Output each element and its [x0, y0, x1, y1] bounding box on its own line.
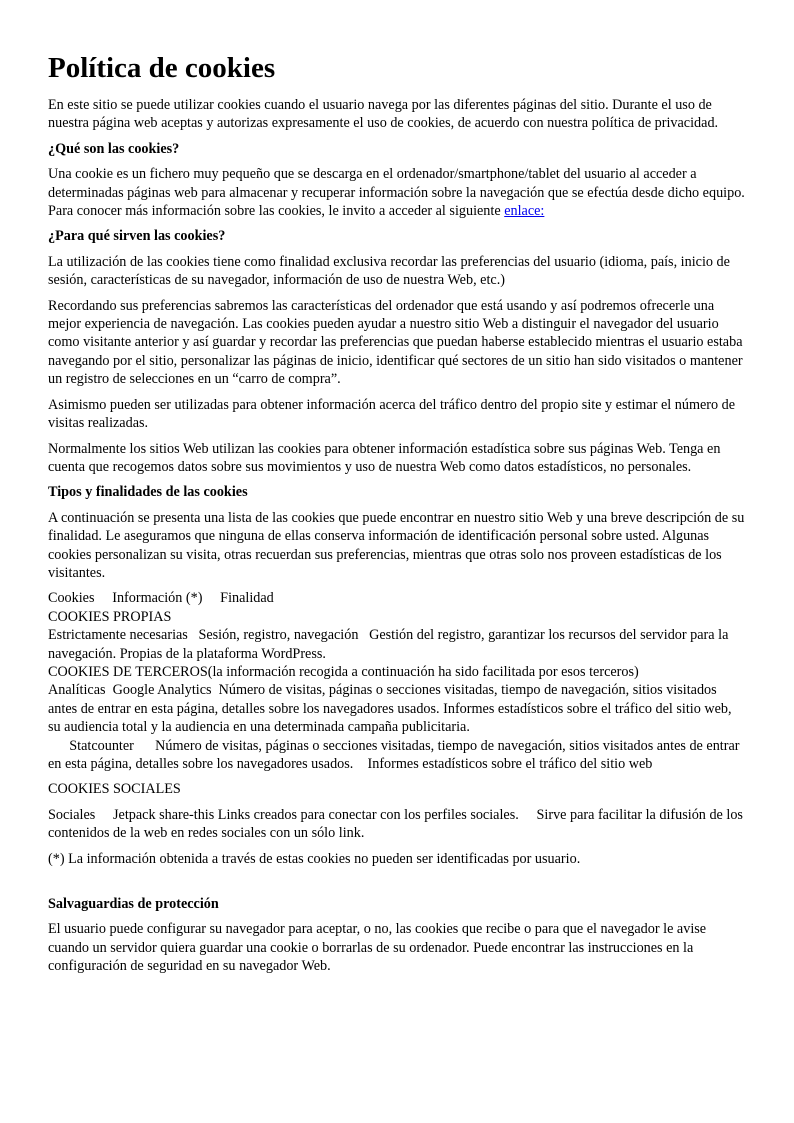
statcounter-cookies-row: Statcounter Número de visitas, páginas o secciones visitadas, tiempo de navegación, sitios visitados antes de entrar en esta página, detalles sobre los navegadores usados. Informes estadísticos sobre el tráfico del sitio web — [48, 737, 744, 772]
section-heading-types: Tipos y finalidades de las cookies — [48, 484, 248, 501]
types-intro-paragraph: A continuación se presenta una lista de las cookies que puede encontrar en nuestro sitio Web y una breve descripción de su finalidad. Le aseguramos que ninguna de ellas conserva información de identificación personal sobre usted. Algunas cookies personalizan su visita, otras recuerdan sus preferencias, mientras que otras solo nos proveen estadísticas de los visitantes. — [48, 509, 745, 581]
own-cookies-row: Estrictamente necesarias Sesión, registro, navegación Gestión del registro, garantizar los recursos del servidor para la navegación. Propias de la plataforma WordPress. — [48, 627, 732, 662]
what-are-cookies-text: Una cookie es un fichero muy pequeño que se descarga en el ordenador/smartphone/tablet del usuario al acceder a determinadas páginas web para almacenar y recuperar información sobre la navegación que se efectúa desde dicho equipo. Para conocer más información sobre las cookies, le invito a acceder al siguiente — [48, 166, 745, 220]
intro-paragraph: En este sitio se puede utilizar cookies cuando el usuario navega por las diferentes páginas del sitio. Durante el uso de nuestra página web aceptas y autorizas expresamente el uso de cookies, de acuerdo con nuestra política de privacidad. — [48, 97, 719, 132]
cookies-footnote: (*) La información obtenida a través de estas cookies no pueden ser identificadas por usuario. — [48, 850, 581, 867]
safeguards-paragraph: El usuario puede configurar su navegador para aceptar, o no, las cookies que recibe o para que el navegador le avise cuando un servidor quiera guardar una cookie o borrarlas de su ordenador. Puede encontrar las instrucciones en la configuración de seguridad en su navegador Web. — [48, 921, 707, 975]
social-cookies-title: COOKIES SOCIALES — [48, 781, 181, 798]
section-heading-safeguards: Salvaguardias de protección — [48, 896, 219, 913]
what-are-cookies-paragraph — [48, 165, 746, 220]
purpose-paragraph-1: La utilización de las cookies tiene como finalidad exclusiva recordar las preferencias del usuario (idioma, país, inicio de sesión, características de su navegador, información de uso de nuestra Web, etc.) — [48, 253, 730, 289]
third-party-cookies-title: COOKIES DE TERCEROS(la información recogida a continuación ha sido facilitada por esos terceros) — [48, 663, 639, 680]
section-spacer — [48, 875, 746, 895]
page-title: Política de cookies — [48, 52, 276, 84]
more-info-link[interactable]: enlace: — [504, 203, 545, 220]
analytics-cookies-row: Analíticas Google Analytics Número de visitas, páginas o secciones visitadas, tiempo de navegación, sitios visitados antes de entrar en esta página, detalles sobre los navegadores usados. Informes estadísticos sobre el tráfico del sitio web, su audiencia total y la audiencia en una determinada campaña publicitaria. — [48, 682, 736, 736]
social-cookies-row: Sociales Jetpack share-this Links creados para conectar con los perfiles sociales. Sirve para facilitar la difusión de los contenidos de la web en redes sociales con un sólo link. — [48, 806, 747, 842]
purpose-paragraph-3: Asimismo pueden ser utilizadas para obtener información acerca del tráfico dentro del propio site y estimar el número de visitas realizadas. — [48, 396, 736, 432]
purpose-paragraph-2: Recordando sus preferencias sabremos las características del ordenador que está usando y así podremos ofrecerle una mejor experiencia de navegación. Las cookies pueden ayudar a nuestro sitio Web a distinguir el navegador del usuario como visitante anterior y así guardar y recordar las preferencias que puedan haberse establecido mientras el usuario estaba navegando por el sitio, personalizar las páginas de inicio, identificar qué sectores de un sitio han sido visitados o mantener un registro de selecciones en un “carro de compra”. — [48, 297, 743, 388]
purpose-paragraph-4: Normalmente los sitios Web utilizan las cookies para obtener información estadística sobre sus páginas Web. Tenga en cuenta que recogemos datos sobre sus movimientos y uso de nuestra Web como datos estadísticos, no personales. — [48, 440, 721, 475]
section-heading-what-are-cookies: ¿Qué son las cookies? — [48, 140, 180, 157]
section-heading-purpose: ¿Para qué sirven las cookies? — [48, 228, 226, 245]
cookie-table-header: Cookies Información (*) Finalidad — [48, 590, 274, 607]
own-cookies-title: COOKIES PROPIAS — [48, 608, 172, 625]
